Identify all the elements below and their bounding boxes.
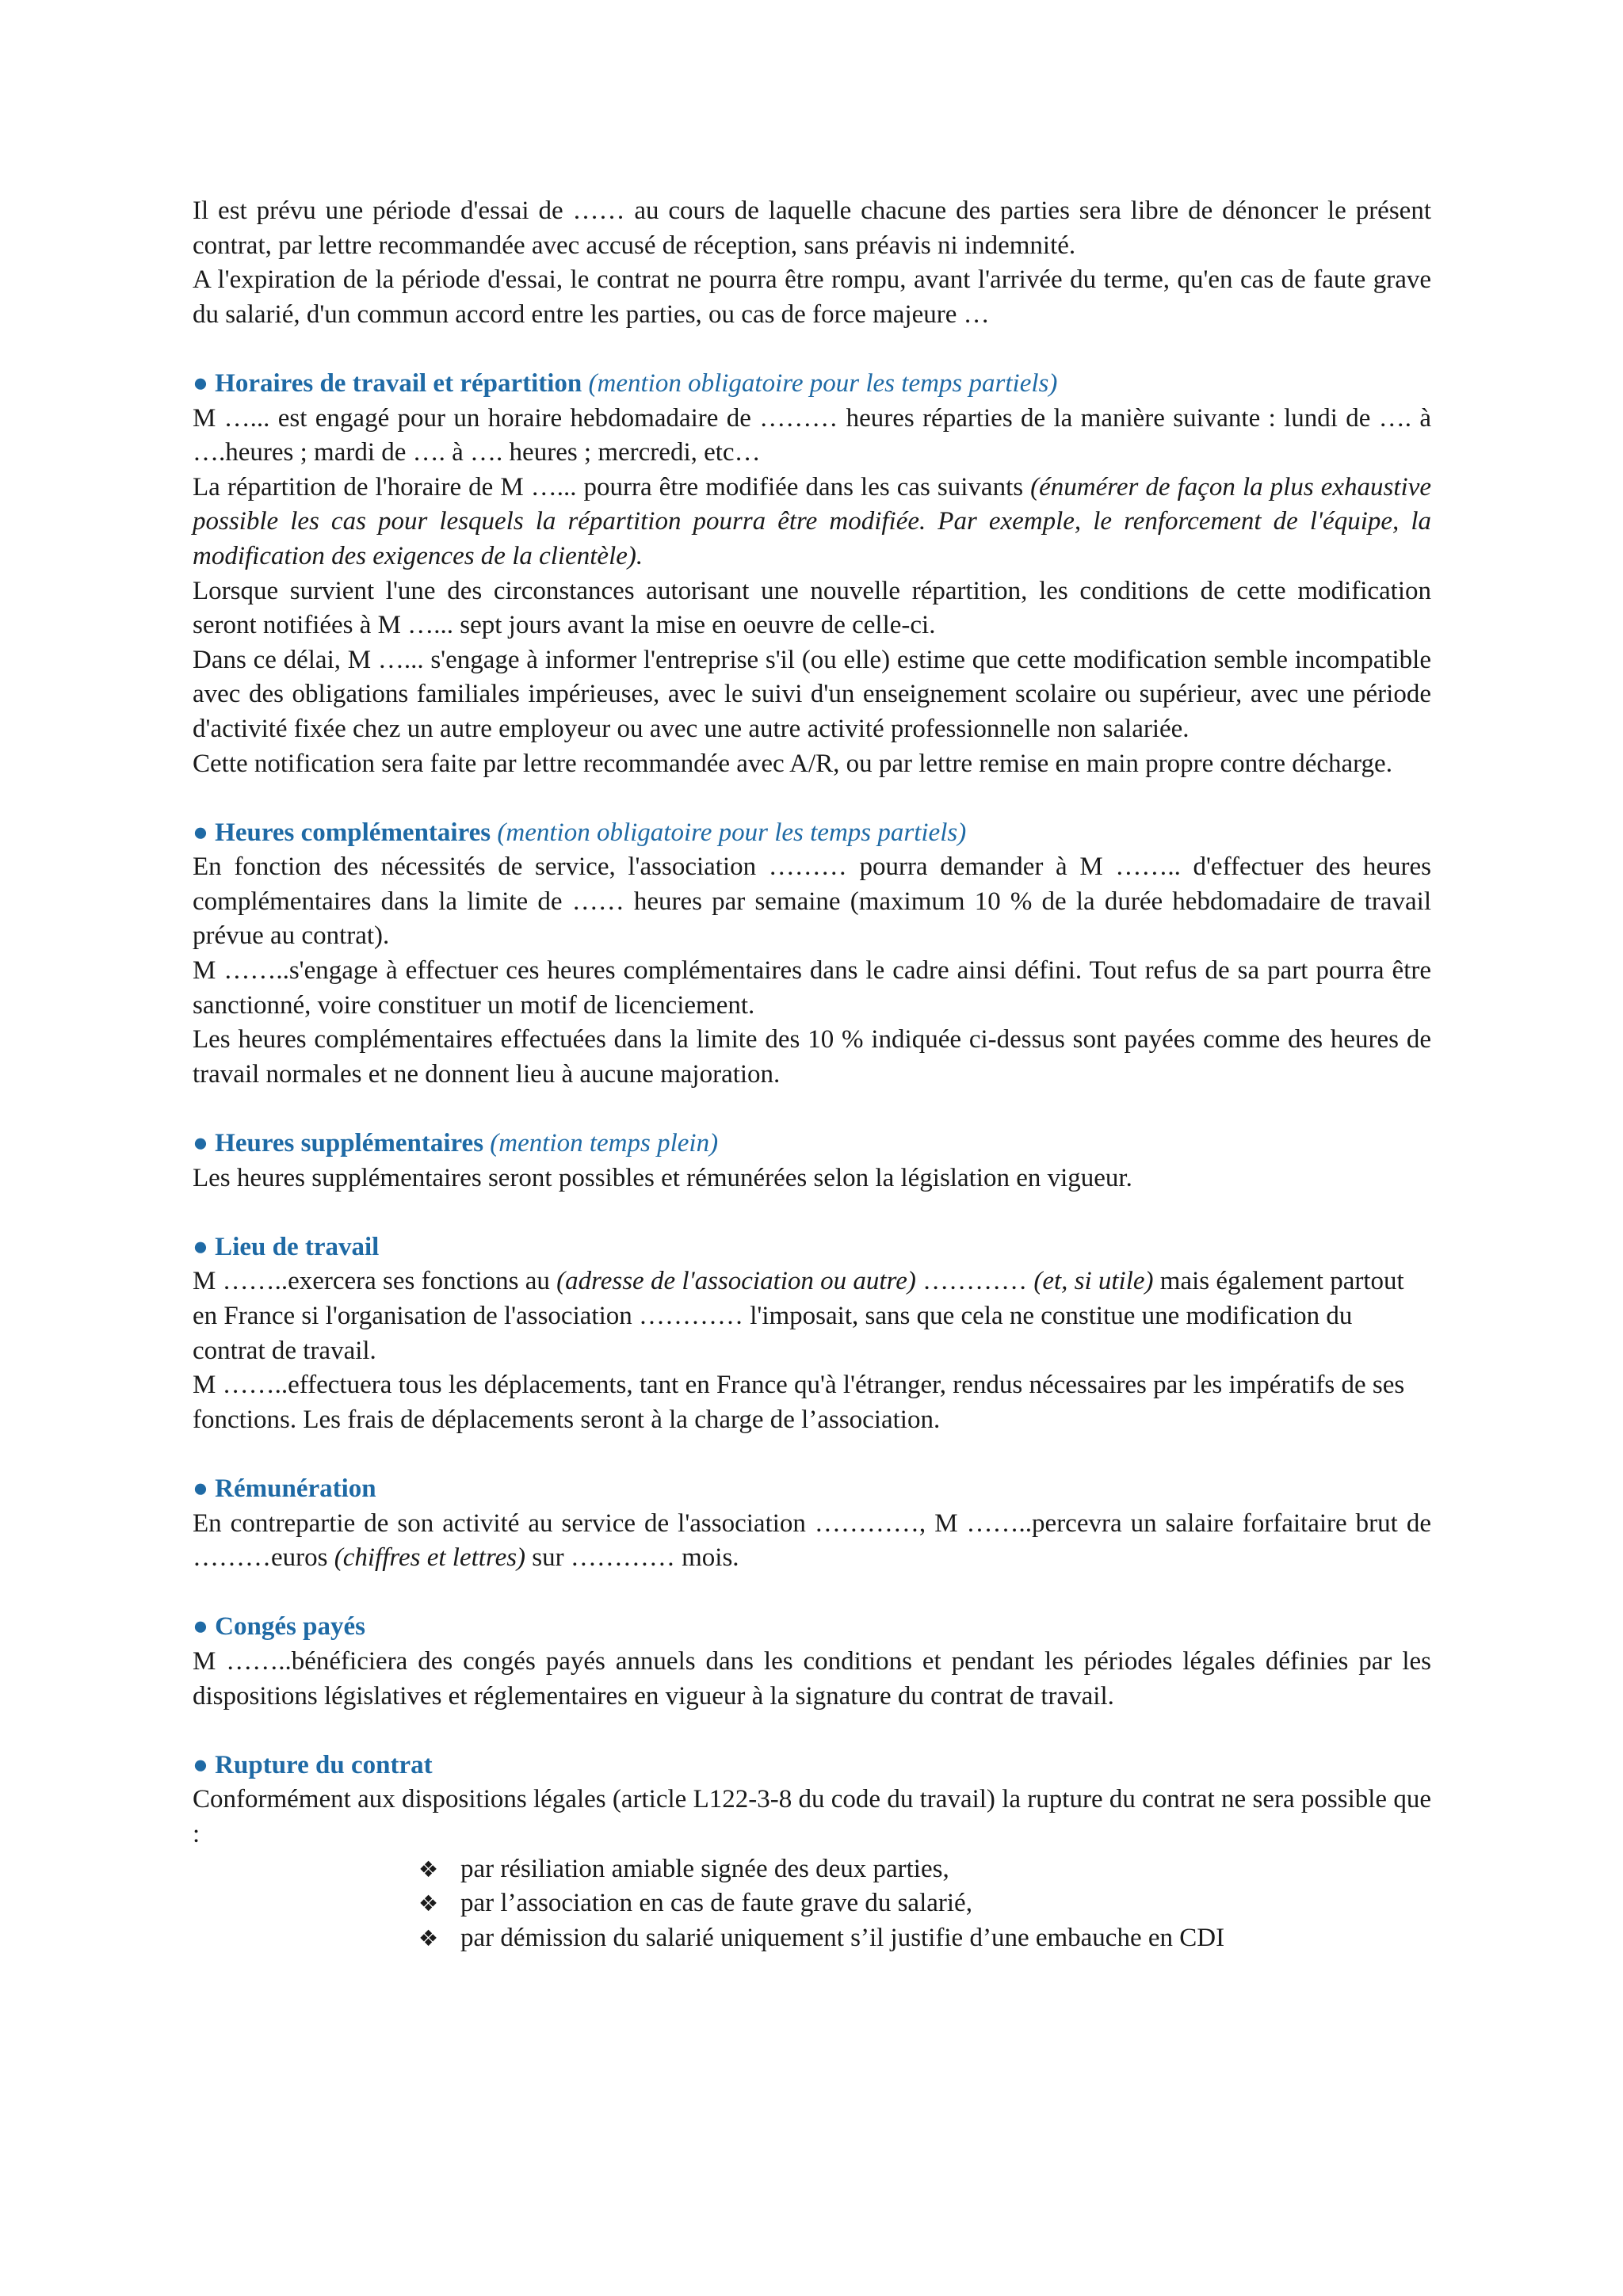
horaires-paragraph-2-italic: (énumérer de façon la plus exhaustive possible les cas pour lesquels la répartition pourra être modifiée. Par exemple, le renforcement de l'équipe, la modification des exigences de la clientèle). bbox=[193, 472, 1431, 570]
section-heading-lieu bbox=[193, 1230, 1431, 1265]
spacer bbox=[193, 781, 1431, 816]
complementaires-paragraph-2: M ……..s'engage à effectuer ces heures complémentaires dans le cadre ainsi défini. Tout refus de sa part pourra être sanctionné, voire constituer un motif de licenciement. bbox=[193, 956, 1431, 1020]
remuneration-text-a: En contrepartie de son activité au service de l'association …………, M ……..percevra un salaire forfaitaire brut de ………euros bbox=[193, 1508, 1431, 1573]
diamond-bullet-icon: ❖ bbox=[418, 1924, 439, 1951]
supplementaires-paragraph-1: Les heures supplémentaires seront possibles et rémunérées selon la législation en vigueur. bbox=[193, 1163, 1132, 1192]
horaires-paragraph-1: M …... est engagé pour un horaire hebdomadaire de ……… heures réparties de la manière suivante : lundi de …. à ….heures ; mardi de …. à …. heures ; mercredi, etc… bbox=[193, 403, 1431, 467]
remuneration-paragraph bbox=[193, 1507, 1431, 1576]
spacer bbox=[193, 332, 1431, 367]
trial-expiry-paragraph: A l'expiration de la période d'essai, le contrat ne pourra être rompu, avant l'arrivée du terme, qu'en cas de faute grave du salarié, d'un commun accord entre les parties, ou cas de force majeure … bbox=[193, 265, 1431, 329]
remuneration-text-c: sur ………… mois. bbox=[525, 1543, 739, 1573]
document-page bbox=[193, 194, 1431, 1955]
section-heading-remuneration bbox=[193, 1472, 1431, 1507]
list-item-text: par résiliation amiable signée des deux parties, bbox=[460, 1854, 949, 1883]
section-title: ● Heures supplémentaires bbox=[193, 1129, 484, 1158]
list-item-text: par démission du salarié uniquement s’il justifie d’une embauche en CDI bbox=[460, 1923, 1225, 1952]
section-heading-conges bbox=[193, 1610, 1431, 1645]
complementaires-paragraph-3: Les heures complémentaires effectuées dans la limite des 10 % indiquée ci-dessus sont payées comme des heures de travail normales et ne donnent lieu à aucune majoration. bbox=[193, 1025, 1431, 1089]
lieu-text-c: ………… bbox=[915, 1267, 1034, 1296]
lieu-text-e: mais également partout en France si l'organisation de l'association ………… l'imposait, sans que cela ne constitue une modification du contrat de travail. bbox=[193, 1267, 1404, 1365]
list-item bbox=[418, 1852, 1431, 1887]
section-note: (mention temps plein) bbox=[490, 1129, 719, 1158]
lieu-text-a: M ……..exercera ses fonctions au bbox=[193, 1267, 557, 1296]
lieu-italic-b: (adresse de l'association ou autre) bbox=[556, 1267, 916, 1296]
horaires-paragraph-5: Cette notification sera faite par lettre recommandée avec A/R, ou par lettre remise en main propre contre décharge. bbox=[193, 749, 1392, 778]
section-title: ● Heures complémentaires bbox=[193, 818, 491, 847]
section-title: ● Rémunération bbox=[193, 1474, 376, 1503]
section-heading-horaires bbox=[193, 367, 1431, 402]
section-heading-complementaires bbox=[193, 816, 1431, 851]
lieu-paragraph-1 bbox=[193, 1264, 1431, 1368]
spacer bbox=[193, 1092, 1431, 1127]
section-title: ● Horaires de travail et répartition bbox=[193, 368, 582, 398]
list-item-text: par l’association en cas de faute grave du salarié, bbox=[460, 1889, 972, 1918]
section-note: (mention obligatoire pour les temps partiels) bbox=[497, 818, 967, 847]
diamond-bullet-icon: ❖ bbox=[418, 1855, 439, 1882]
section-heading-supplementaires bbox=[193, 1127, 1431, 1161]
rupture-list bbox=[193, 1852, 1431, 1956]
spacer bbox=[193, 1437, 1431, 1472]
spacer bbox=[193, 1576, 1431, 1611]
list-item bbox=[418, 1886, 1431, 1921]
horaires-paragraph-4: Dans ce délai, M …... s'engage à informer l'entreprise s'il (ou elle) estime que cette modification semble incompatible avec des obligations familiales impérieuses, avec le suivi d'un enseignement scolaire ou supérieur, avec une période d'activité fixée chez un autre employeur ou avec une autre activité professionnelle non salariée. bbox=[193, 645, 1431, 743]
list-item bbox=[418, 1921, 1431, 1956]
spacer bbox=[193, 1714, 1431, 1749]
horaires-paragraph-2 bbox=[193, 471, 1431, 574]
lieu-paragraph-2: M ……..effectuera tous les déplacements, tant en France qu'à l'étranger, rendus nécessaires par les impératifs de ses fonctions. Les frais de déplacements seront à la charge de l’association. bbox=[193, 1371, 1405, 1434]
remuneration-italic-b: (chiffres et lettres) bbox=[334, 1543, 526, 1573]
horaires-paragraph-2-text: La répartition de l'horaire de M …... pourra être modifiée dans les cas suivants bbox=[193, 472, 1031, 502]
section-title: ● Rupture du contrat bbox=[193, 1750, 433, 1779]
section-heading-rupture bbox=[193, 1749, 1431, 1783]
diamond-bullet-icon: ❖ bbox=[418, 1890, 439, 1917]
section-title: ● Lieu de travail bbox=[193, 1232, 380, 1261]
section-title: ● Congés payés bbox=[193, 1612, 365, 1642]
section-note: (mention obligatoire pour les temps partiels) bbox=[588, 368, 1058, 398]
conges-paragraph: M ……..bénéficiera des congés payés annuels dans les conditions et pendant les périodes légales définies par les dispositions législatives et réglementaires en vigueur à la signature du contrat de travail. bbox=[193, 1646, 1431, 1711]
complementaires-paragraph-1: En fonction des nécessités de service, l'association ……… pourra demander à M …….. d'effectuer des heures complémentaires dans la limite de …… heures par semaine (maximum 10 % de la durée hebdomadaire de travail prévue au contrat). bbox=[193, 852, 1431, 951]
rupture-paragraph: Conformément aux dispositions légales (article L122-3-8 du code du travail) la rupture du contrat ne sera possible que : bbox=[193, 1785, 1431, 1848]
trial-period-paragraph: Il est prévu une période d'essai de …… au cours de laquelle chacune des parties sera libre de dénoncer le présent contrat, par lettre recommandée avec accusé de réception, sans préavis ni indemnité. bbox=[193, 196, 1431, 260]
spacer bbox=[193, 1196, 1431, 1230]
lieu-italic-d: (et, si utile) bbox=[1033, 1267, 1154, 1296]
horaires-paragraph-3: Lorsque survient l'une des circonstances autorisant une nouvelle répartition, les conditions de cette modification seront notifiées à M …... sept jours avant la mise en oeuvre de celle-ci. bbox=[193, 576, 1431, 640]
